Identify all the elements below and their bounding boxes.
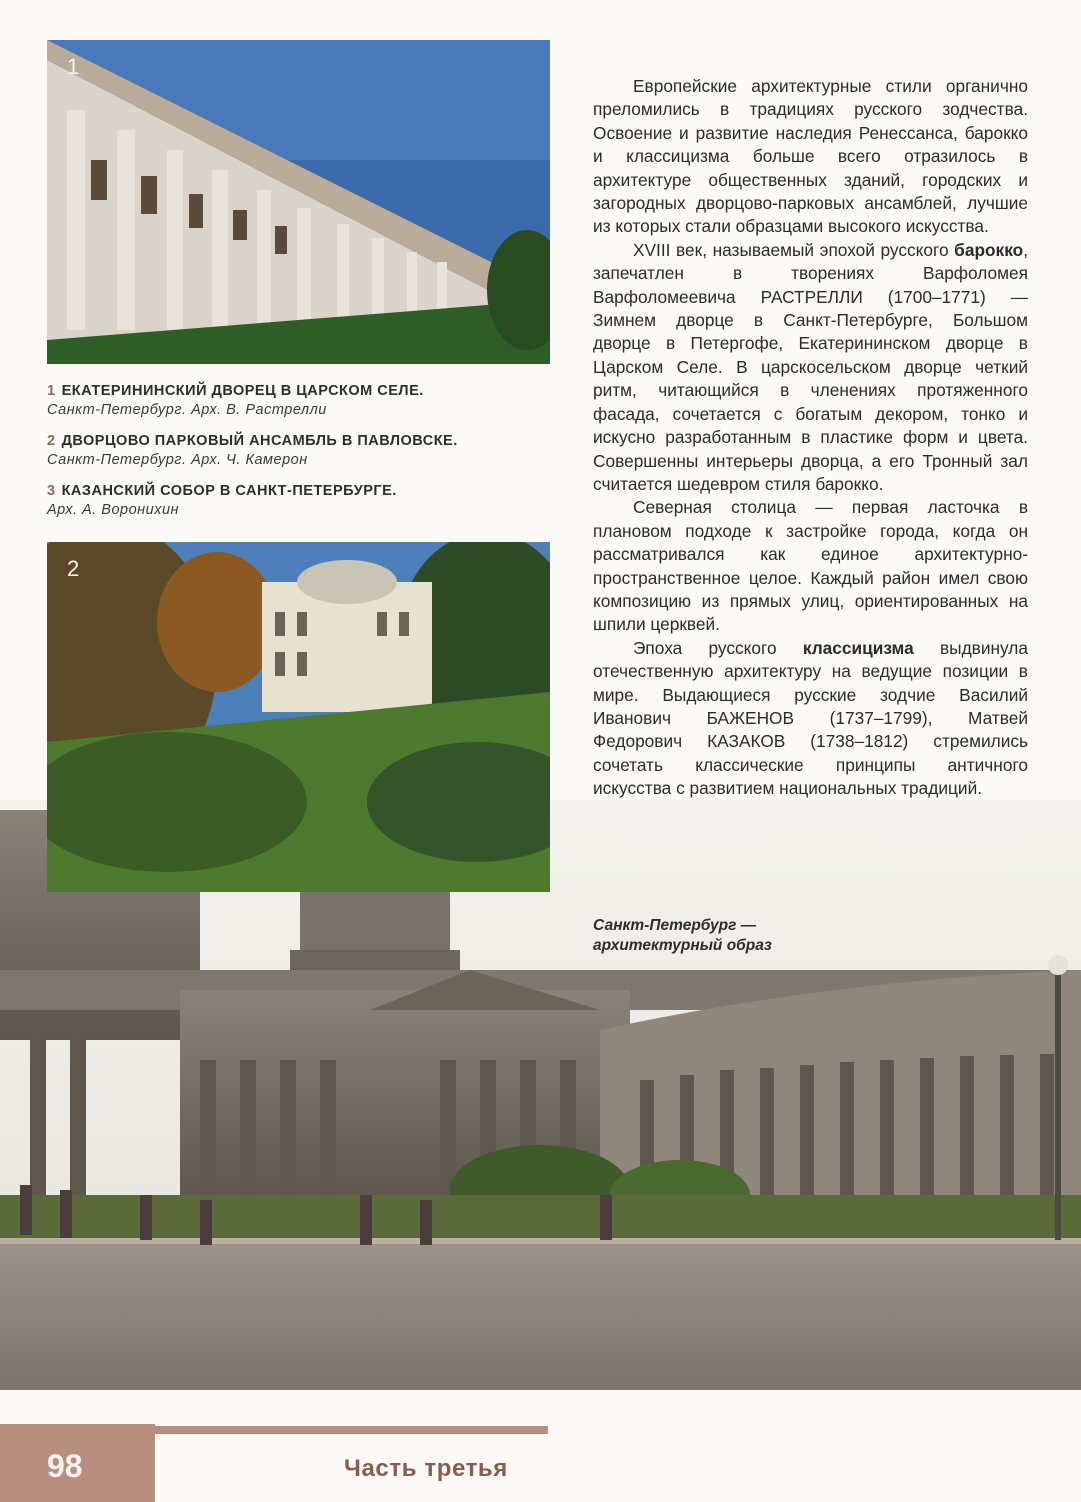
footer-background (0, 1390, 1081, 1502)
paragraph-2: XVIII век, называемый эпохой русского барокко, запечатлен в творениях Варфоломея Варфоломеевича РАСТРЕЛЛИ (1700–1771) — Зимнем дворце в Санкт-Петербурге, Большом дворце в Петергофе, Екатерининском дворце в Царском Селе. В царскосельском дворце четкий ритм, читающийся в членениях протяженного фасада, сочетается с богатым декором, тонко и искусно разработанным в пластике форм и цвета. Совершенны интерьеры дворца, а его Тронный зал считается шедевром стиля барокко. (593, 239, 1028, 494)
photo-captions (47, 382, 550, 532)
page-number: 98 (47, 1448, 83, 1484)
catherine-palace-illustration (47, 40, 550, 364)
term-classicism: классицизма (802, 637, 914, 658)
body-text (593, 75, 1028, 801)
footer-rule (155, 1426, 548, 1434)
term-baroque: барокко (954, 239, 1024, 260)
caption-subtitle: Санкт-Петербург. Арх. В. Растрелли (47, 402, 327, 418)
paragraph-3: Северная столица — первая ласточка в плановом подходе к застройке города, когда он рассматривался как единое архитектурно-пространственное целое. Каждый район имел свою композицию из прямых улиц, ориентированных на шпили церквей. (593, 497, 1028, 635)
caption-subtitle: Санкт-Петербург. Арх. Ч. Камерон (47, 452, 308, 468)
section-heading-line2: архитектурный образ (593, 937, 772, 954)
section-heading-line1: Санкт-Петербург — (593, 917, 757, 934)
section-heading (593, 916, 772, 956)
caption-title: КАЗАНСКИЙ СОБОР В САНКТ-ПЕТЕРБУРГЕ. (61, 483, 397, 499)
caption-title: ЕКАТЕРИНИНСКИЙ ДВОРЕЦ В ЦАРСКОМ СЕЛЕ. (61, 383, 424, 399)
photo2-number: 2 (67, 556, 80, 581)
photo1-number: 1 (67, 54, 80, 79)
caption-3 (47, 482, 550, 520)
caption-number: 2 (47, 433, 56, 449)
caption-number: 1 (47, 383, 56, 399)
caption-2 (47, 432, 550, 470)
caption-1 (47, 382, 550, 420)
catherine-palace-photo (47, 40, 550, 364)
paragraph-4: Эпоха русского классицизма выдвинула отечественную архитектуру на ведущие позиции в мире. Выдающиеся русские зодчие Василий Иванович БАЖЕНОВ (1737–1799), Матвей Федорович КАЗАКОВ (1738–1812) стремились сочетать классические принципы античного искусства с развитием национальных традиций. (593, 637, 1028, 799)
part-title: Часть третья (344, 1455, 508, 1482)
caption-subtitle: Арх. А. Воронихин (47, 502, 179, 518)
pavlovsk-illustration (47, 542, 550, 892)
pavlovsk-ensemble-photo (47, 542, 550, 892)
paragraph-1: Европейские архитектурные стили органично преломились в традициях русского зодчества. Освоение и развитие наследия Ренессанса, барокко и классицизма больше всего отразилось в архитектуре общественных зданий, городских и загородных дворцово-парковых ансамблей, лучшие из которых стали образцами высокого искусства. (593, 76, 1028, 237)
caption-number: 3 (47, 483, 56, 499)
caption-title: ДВОРЦОВО ПАРКОВЫЙ АНСАМБЛЬ В ПАВЛОВСКЕ. (61, 433, 458, 449)
